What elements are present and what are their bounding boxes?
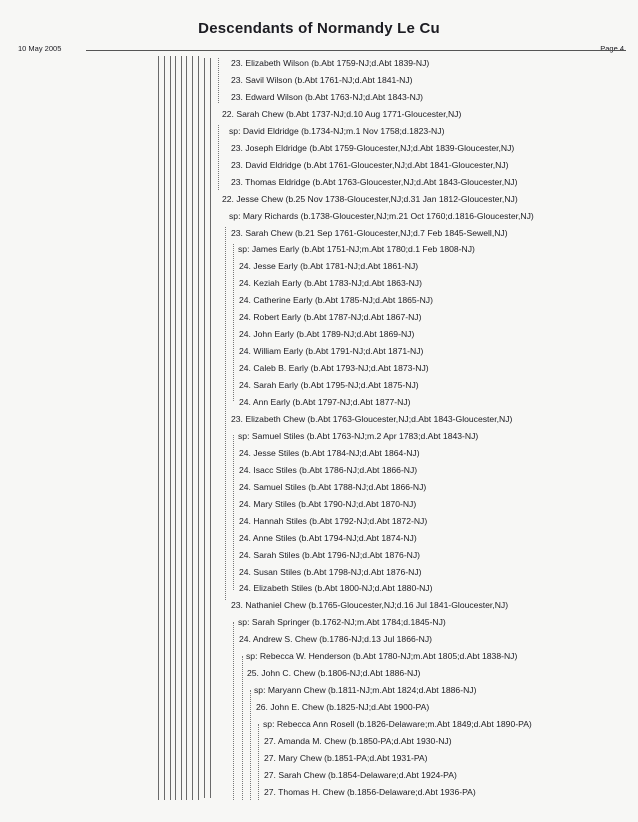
descendant-entry: 24. Caleb B. Early (b.Abt 1793-NJ;d.Abt 1873-NJ): [239, 363, 429, 374]
descendant-entry: 24. Samuel Stiles (b.Abt 1788-NJ;d.Abt 1866-NJ): [239, 481, 427, 492]
descendant-entry: 24. Sarah Early (b.Abt 1795-NJ;d.Abt 1875-NJ): [239, 380, 419, 391]
descendant-entry: 24. Ann Early (b.Abt 1797-NJ;d.Abt 1877-NJ): [239, 397, 411, 407]
spouse-entry: sp: Rebecca W. Henderson (b.Abt 1780-NJ;m.Abt 1805;d.Abt 1838-NJ): [246, 651, 518, 662]
tree-connector-line: [198, 56, 199, 800]
tree-connector-line: [158, 56, 159, 800]
tree-connector-line: [204, 58, 205, 798]
descendant-entry: 27. Thomas H. Chew (b.1856-Delaware;d.Abt 1936-PA): [264, 786, 476, 797]
tree-connector-line: [175, 56, 176, 800]
descendant-entry: 27. Amanda M. Chew (b.1850-PA;d.Abt 1930-NJ): [264, 736, 452, 746]
descendant-entry: 24. Anne Stiles (b.Abt 1794-NJ;d.Abt 1874-NJ): [239, 532, 417, 543]
descendant-entry: 22. Jesse Chew (b.25 Nov 1738-Gloucester,NJ;d.31 Jan 1812-Gloucester,NJ): [222, 193, 518, 204]
descendant-entry: 24. Mary Stiles (b.Abt 1790-NJ;d.Abt 1870-NJ): [239, 498, 417, 509]
tree-connector-line: [164, 56, 165, 800]
tree-connector-line: [258, 724, 259, 800]
page-date: 10 May 2005: [18, 44, 62, 53]
descendant-entry: 22. Sarah Chew (b.Abt 1737-NJ;d.10 Aug 1771-Gloucester,NJ): [222, 108, 462, 119]
descendant-entry: 27. Sarah Chew (b.1854-Delaware;d.Abt 1924-PA): [264, 769, 457, 780]
descendant-entry: 26. John E. Chew (b.1825-NJ;d.Abt 1900-PA): [256, 702, 430, 713]
tree-connector-line: [225, 227, 226, 600]
page-number: Page 4: [600, 44, 624, 53]
descendant-entry: 24. Isacc Stiles (b.Abt 1786-NJ;d.Abt 1866-NJ): [239, 464, 418, 475]
tree-connector-line: [233, 244, 234, 401]
tree-connector-line: [218, 58, 219, 103]
spouse-entry: sp: David Eldridge (b.1734-NJ;m.1 Nov 1758;d.1823-NJ): [229, 125, 445, 136]
descendant-entry: 23. David Eldridge (b.Abt 1761-Gloucester,NJ;d.Abt 1841-Gloucester,NJ): [231, 159, 509, 170]
header-rule: [86, 50, 626, 51]
tree-connector-line: [186, 56, 187, 800]
descendant-entry: 24. Catherine Early (b.Abt 1785-NJ;d.Abt 1865-NJ): [239, 295, 433, 306]
tree-connector-line: [170, 56, 171, 800]
descendant-entry: 23. Elizabeth Wilson (b.Abt 1759-NJ;d.Abt 1839-NJ): [231, 58, 430, 68]
spouse-entry: sp: Sarah Springer (b.1762-NJ;m.Abt 1784;d.1845-NJ): [238, 617, 446, 628]
descendant-entry: 24. Andrew S. Chew (b.1786-NJ;d.13 Jul 1866-NJ): [239, 634, 432, 645]
descendant-entry: 24. Jesse Early (b.Abt 1781-NJ;d.Abt 1861-NJ): [239, 261, 419, 272]
descendant-entry: 25. John C. Chew (b.1806-NJ;d.Abt 1886-NJ): [247, 668, 421, 679]
descendant-entry: 23. Nathaniel Chew (b.1765-Gloucester,NJ;d.16 Jul 1841-Gloucester,NJ): [231, 600, 509, 611]
descendant-entry: 24. Hannah Stiles (b.Abt 1792-NJ;d.Abt 1872-NJ): [239, 515, 428, 526]
descendant-entry: 24. John Early (b.Abt 1789-NJ;d.Abt 1869-NJ): [239, 329, 415, 340]
descendant-entry: 24. Jesse Stiles (b.Abt 1784-NJ;d.Abt 1864-NJ): [239, 447, 420, 458]
tree-connector-line: [242, 656, 243, 800]
descendant-entry: 24. William Early (b.Abt 1791-NJ;d.Abt 1871-NJ): [239, 346, 424, 357]
descendant-entry: 23. Savil Wilson (b.Abt 1761-NJ;d.Abt 1841-NJ): [231, 74, 413, 85]
spouse-entry: sp: Maryann Chew (b.1811-NJ;m.Abt 1824;d.Abt 1886-NJ): [254, 685, 477, 696]
tree-connector-line: [250, 690, 251, 800]
descendant-entry: 23. Elizabeth Chew (b.Abt 1763-Gloucester,NJ;d.Abt 1843-Gloucester,NJ): [231, 413, 513, 424]
tree-connector-line: [210, 58, 211, 798]
descendant-entry: 24. Sarah Stiles (b.Abt 1796-NJ;d.Abt 1876-NJ): [239, 549, 421, 560]
spouse-entry: sp: Samuel Stiles (b.Abt 1763-NJ;m.2 Apr 1783;d.Abt 1843-NJ): [238, 430, 479, 441]
spouse-entry: sp: Mary Richards (b.1738-Gloucester,NJ;m.21 Oct 1760;d.1816-Gloucester,NJ): [229, 210, 534, 221]
descendant-entry: 24. Keziah Early (b.Abt 1783-NJ;d.Abt 1863-NJ): [239, 278, 422, 289]
descendant-entry: 27. Mary Chew (b.1851-PA;d.Abt 1931-PA): [264, 752, 428, 763]
descendant-entry: 24. Robert Early (b.Abt 1787-NJ;d.Abt 1867-NJ): [239, 312, 422, 323]
spouse-entry: sp: James Early (b.Abt 1751-NJ;m.Abt 1780;d.1 Feb 1808-NJ): [238, 244, 475, 255]
spouse-entry: sp: Rebecca Ann Rosell (b.1826-Delaware;m.Abt 1849;d.Abt 1890-PA): [263, 719, 532, 730]
descendant-entry: 23. Joseph Eldridge (b.Abt 1759-Gloucester,NJ;d.Abt 1839-Gloucester,NJ): [231, 142, 515, 153]
descendant-entry: 23. Edward Wilson (b.Abt 1763-NJ;d.Abt 1843-NJ): [231, 91, 424, 102]
page-title: Descendants of Normandy Le Cu: [198, 20, 440, 37]
tree-connector-line: [192, 56, 193, 800]
descendant-entry: 24. Susan Stiles (b.Abt 1798-NJ;d.Abt 1876-NJ): [239, 566, 422, 577]
tree-connector-line: [181, 56, 182, 800]
tree-connector-line: [218, 125, 219, 190]
tree-connector-line: [233, 622, 234, 800]
descendant-entry: 24. Elizabeth Stiles (b.Abt 1800-NJ;d.Abt 1880-NJ): [239, 583, 433, 594]
descendant-entry: 23. Sarah Chew (b.21 Sep 1761-Gloucester,NJ;d.7 Feb 1845-Sewell,NJ): [231, 227, 508, 238]
tree-connector-line: [233, 435, 234, 590]
descendant-entry: 23. Thomas Eldridge (b.Abt 1763-Gloucester,NJ;d.Abt 1843-Gloucester,NJ): [231, 176, 518, 187]
